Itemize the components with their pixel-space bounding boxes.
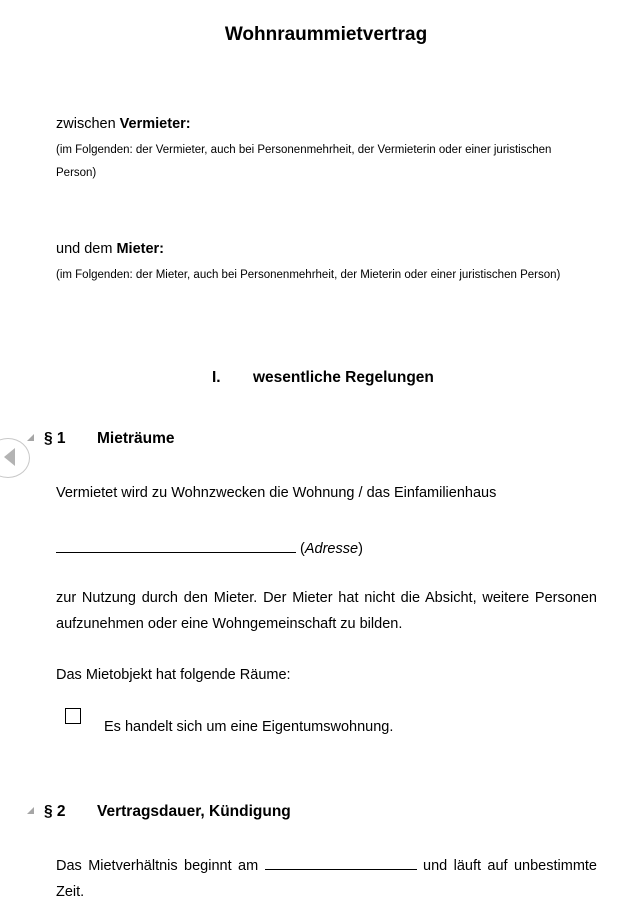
term-start-before: Das Mietverhältnis beginnt am (56, 858, 259, 874)
condominium-checkbox[interactable] (65, 708, 81, 724)
tenant-prefix: und dem (56, 241, 117, 257)
rooms-label: Das Mietobjekt hat folgende Räume: (56, 667, 291, 683)
paragraph-2-number: § 2 (44, 803, 66, 820)
address-hint: Adresse (304, 541, 359, 557)
paragraph-2-title: Vertragsdauer, Kündigung (97, 803, 291, 820)
paragraph-1-heading (44, 430, 175, 448)
landlord-prefix: zwischen (56, 116, 120, 132)
usage-line-1: zur Nutzung durch den Mieter. Der Mieter hat nicht die Absicht, weitere Personen (56, 590, 597, 606)
document-title: Wohnraummietvertrag (224, 24, 428, 45)
start-date-blank[interactable] (265, 854, 417, 870)
landlord-note-line1: (im Folgenden: der Vermieter, auch bei Personenmehrheit, der Vermieterin oder einer juristischen (56, 144, 552, 156)
usage-line-2: aufzunehmen oder eine Wohngemeinschaft zu bilden. (56, 616, 403, 632)
usage-paragraph (56, 585, 597, 637)
chevron-left-icon[interactable] (4, 448, 15, 466)
paragraph-2-heading (44, 803, 291, 821)
checkbox-label: Es handelt sich um eine Eigentumswohnung. (104, 719, 394, 735)
term-line-2: Zeit. (56, 884, 85, 900)
collapse-triangle-icon[interactable] (27, 807, 34, 814)
term-line-1 (56, 853, 597, 879)
paragraph-1-title: Mieträume (97, 430, 175, 447)
section-heading (212, 369, 434, 387)
landlord-line (56, 116, 191, 132)
landlord-label: Vermieter: (119, 116, 191, 132)
collapse-triangle-icon[interactable] (27, 434, 34, 441)
tenant-note: (im Folgenden: der Mieter, auch bei Personenmehrheit, der Mieterin oder einer juristischen Person) (56, 269, 561, 281)
term-paragraph (56, 853, 597, 905)
address-blank[interactable] (56, 537, 296, 553)
paragraph-1-number: § 1 (44, 430, 66, 447)
tenant-line (56, 241, 164, 257)
section-number: I. (212, 369, 221, 386)
term-start-after: und läuft auf unbestimmte (423, 858, 598, 874)
tenant-label: Mieter: (116, 241, 165, 257)
section-title: wesentliche Regelungen (253, 369, 434, 386)
address-line: (Adresse) (56, 537, 363, 557)
landlord-note-line2: Person) (56, 167, 97, 179)
paragraph-1-intro: Vermietet wird zu Wohnzwecken die Wohnung / das Einfamilienhaus (56, 485, 497, 501)
